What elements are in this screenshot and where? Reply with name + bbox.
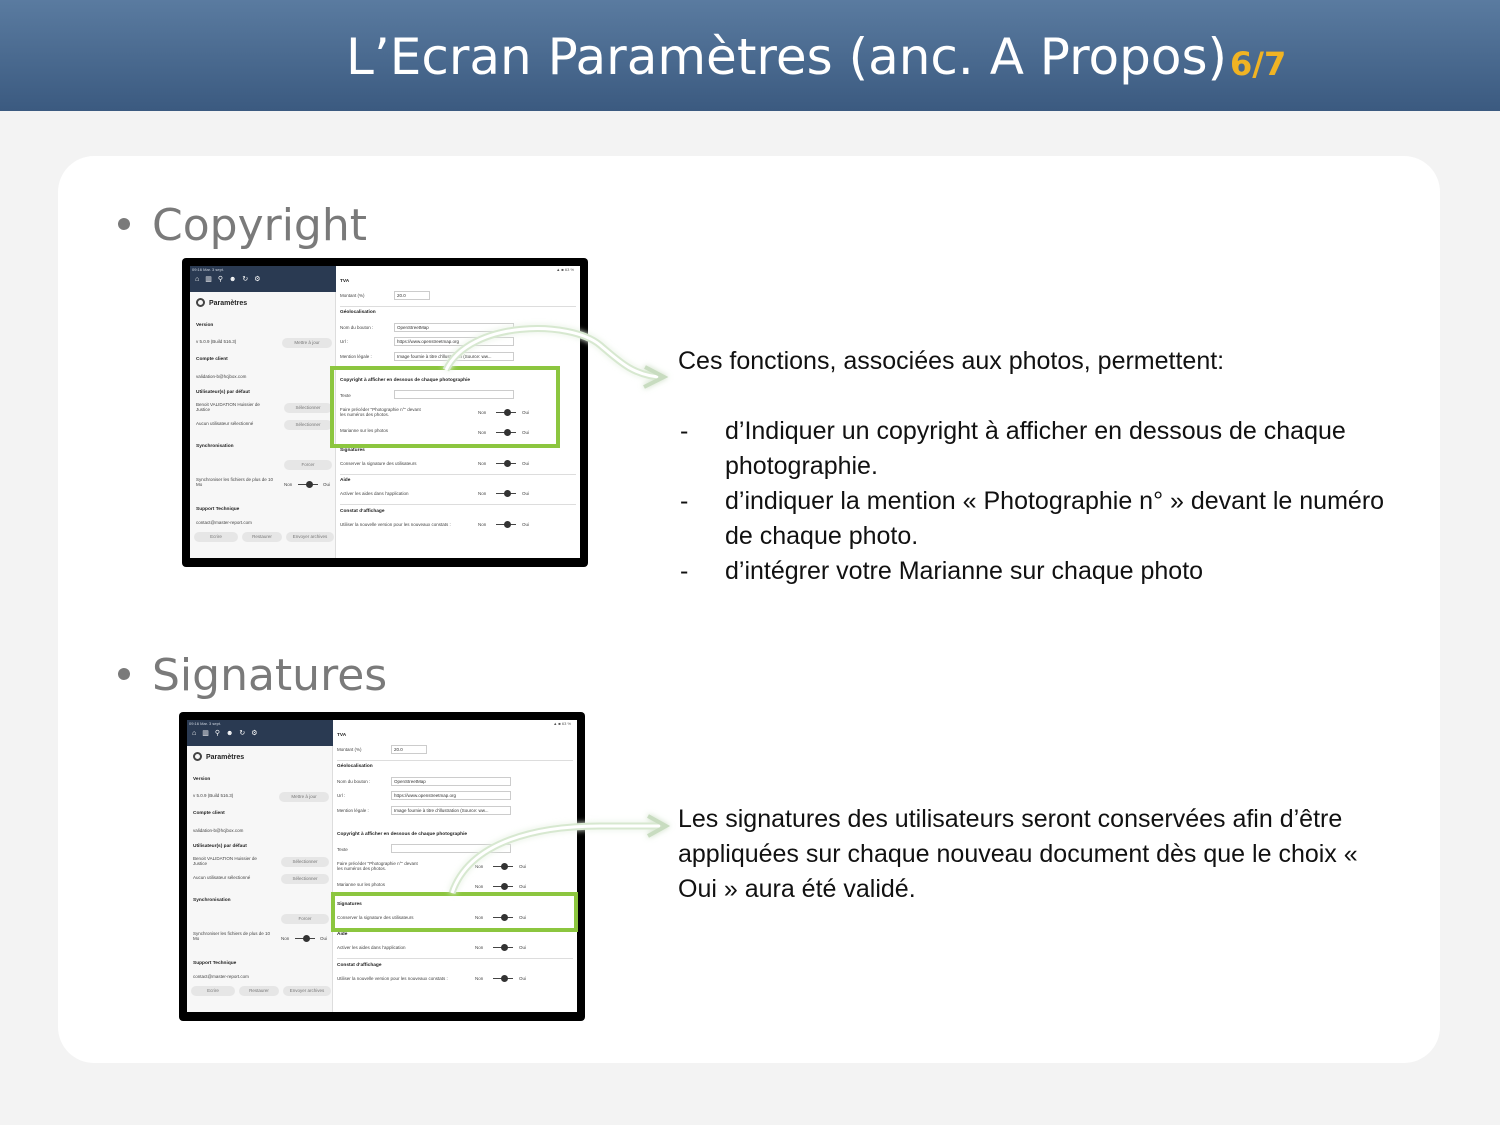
- page-number: 6/7: [1230, 45, 1287, 83]
- signatures-highlight-box: [331, 892, 578, 932]
- divider: [340, 474, 576, 475]
- display-toggle[interactable]: [493, 975, 513, 982]
- non-label: Non: [478, 522, 487, 527]
- version-label: Version: [193, 777, 211, 782]
- write-button[interactable]: Ecrire: [194, 532, 238, 542]
- support-label: Support Technique: [196, 507, 240, 512]
- default-user: Benoit VALIDATION Huissier de Justice: [196, 402, 260, 412]
- marianne-toggle[interactable]: [493, 883, 513, 890]
- restore-button[interactable]: Restaurer: [239, 986, 279, 996]
- version-value: v 5.0.9 (Build 516.3): [193, 793, 234, 798]
- tva-label: TVA: [337, 733, 347, 738]
- help-toggle-label: Activer les aides dans l’application: [340, 491, 409, 496]
- oui-label: Oui: [522, 430, 530, 435]
- help-toggle-label: Activer les aides dans l’application: [337, 945, 406, 950]
- app-screen: [187, 720, 577, 1012]
- url-label: Url :: [337, 793, 346, 798]
- non-label: Non: [284, 482, 293, 487]
- url-field[interactable]: https://www.openstreetmap.org: [391, 791, 511, 800]
- amount-label: Montant (%): [340, 293, 365, 298]
- status-bar: [336, 266, 580, 274]
- button-name-field[interactable]: OpenStreetMap: [391, 777, 511, 786]
- non-label: Non: [475, 976, 484, 981]
- divider: [337, 760, 573, 761]
- oui-label: Oui: [519, 864, 527, 869]
- no-user: Aucun utilisateur sélectionné: [196, 421, 254, 426]
- settings-icon[interactable]: ⚙: [251, 730, 264, 737]
- help-label: Aide: [340, 478, 351, 483]
- signatures-label: Signatures: [340, 448, 365, 453]
- display-label: Constat d’affichage: [340, 509, 385, 514]
- sync-files-toggle[interactable]: [298, 481, 318, 488]
- copyright-section-label: Copyright à afficher en dessous de chaque photographie: [340, 378, 471, 383]
- client-value: validation-b@hcjbox.com: [193, 828, 244, 833]
- slide-title: L’Ecran Paramètres (anc. A Propos): [346, 28, 1228, 86]
- button-name-label: Nom du bouton :: [337, 779, 371, 784]
- section-heading-signatures: Signatures: [118, 650, 387, 701]
- sync-label: Synchronisation: [196, 444, 234, 449]
- list-item: - d’Indiquer un copyright à afficher en dessous de chaque photographie.: [678, 414, 1418, 484]
- oui-label: Oui: [519, 976, 527, 981]
- signatures-description: Les signatures des utilisateurs seront conservées afin d’être appliquées sur chaque nouveau document dès que le choix « Oui » aura été validé.: [678, 805, 1358, 903]
- oui-label: Oui: [522, 522, 530, 527]
- sync-files-label: Synchroniser les fichiers de plus de 10 Mo: [196, 477, 274, 487]
- non-label: Non: [475, 915, 484, 920]
- amount-label: Montant (%): [337, 747, 362, 752]
- oui-label: Oui: [519, 945, 527, 950]
- sync-files-toggle[interactable]: [295, 935, 315, 942]
- search-icon[interactable]: ⚲: [214, 730, 226, 737]
- client-label: Compte client: [193, 811, 225, 816]
- force-button[interactable]: Forcer: [281, 914, 329, 924]
- support-value: contact@master-report.com: [196, 520, 252, 525]
- client-value: validation-b@hcjbox.com: [196, 374, 247, 379]
- default-users-label: Utilisateur(s) par défaut: [193, 844, 247, 849]
- prefix-label: Faire précéder "Photographie n°" devant les numéros des photos.: [337, 861, 418, 871]
- write-button[interactable]: Ecrire: [191, 986, 235, 996]
- text-label: Texte: [337, 847, 348, 852]
- non-label: Non: [475, 864, 484, 869]
- slide-header: [0, 0, 1500, 111]
- keep-signature-toggle[interactable]: [496, 460, 516, 467]
- help-toggle[interactable]: [496, 490, 516, 497]
- oui-label: Oui: [323, 482, 331, 487]
- no-user: Aucun utilisateur sélectionné: [193, 875, 251, 880]
- non-label: Non: [478, 410, 487, 415]
- send-archives-button[interactable]: Envoyer archives: [286, 532, 334, 542]
- support-value: contact@master-report.com: [193, 974, 249, 979]
- legal-field[interactable]: Image fournie à titre d’illustration (Source: ww...: [394, 352, 514, 361]
- gear-icon: [193, 752, 202, 761]
- force-button[interactable]: Forcer: [284, 460, 332, 470]
- text-label: Texte: [340, 393, 351, 398]
- settings-title: Paramètres: [193, 752, 244, 761]
- send-archives-button[interactable]: Envoyer archives: [283, 986, 331, 996]
- button-name-label: Nom du bouton :: [340, 325, 374, 330]
- display-toggle[interactable]: [496, 521, 516, 528]
- search-icon[interactable]: ⚲: [217, 276, 229, 283]
- users-icon[interactable]: ☻: [226, 730, 240, 737]
- geo-label: Géolocalisation: [337, 764, 373, 769]
- help-label: Aide: [337, 932, 348, 937]
- url-label: Url :: [340, 339, 349, 344]
- building-icon[interactable]: ▥: [205, 276, 218, 283]
- amount-field[interactable]: 20.0: [394, 291, 430, 300]
- default-users-label: Utilisateur(s) par défaut: [196, 390, 250, 395]
- prefix-toggle[interactable]: [493, 863, 513, 870]
- legal-field[interactable]: Image fournie à titre d’illustration (Source: ww...: [391, 806, 511, 815]
- oui-label: Oui: [519, 884, 527, 889]
- amount-field[interactable]: 20.0: [391, 745, 427, 754]
- legal-label: Mention légale :: [340, 354, 372, 359]
- copyright-list: [678, 414, 1418, 589]
- copyright-description: [678, 344, 1418, 589]
- battery-status: ▲ ■ 63 %: [556, 267, 574, 272]
- default-user: Benoit VALIDATION Huissier de Justice: [193, 856, 257, 866]
- status-time: 09:16 Mar. 3 sept.: [189, 721, 222, 726]
- update-button[interactable]: Mettre à jour: [279, 792, 329, 802]
- section-heading-copyright: Copyright: [118, 200, 367, 251]
- bullet-icon: [118, 668, 130, 680]
- prefix-label: Faire précéder "Photographie n°" devant les numéros des photos.: [340, 407, 421, 417]
- display-label: Constat d’affichage: [337, 963, 382, 968]
- version-label: Version: [196, 323, 214, 328]
- non-label: Non: [475, 945, 484, 950]
- battery-status: ▲ ■ 63 %: [553, 721, 571, 726]
- sync-files-label: Synchroniser les fichiers de plus de 10 Mo: [193, 931, 271, 941]
- select-button[interactable]: Sélectionner: [284, 420, 332, 430]
- sync-icon[interactable]: ↻: [239, 730, 252, 737]
- copyright-highlight-box: [330, 366, 560, 448]
- non-label: Non: [478, 430, 487, 435]
- oui-label: Oui: [522, 491, 530, 496]
- oui-label: Oui: [519, 915, 527, 920]
- status-time: 09:16 Mar. 3 sept.: [192, 267, 225, 272]
- app-navbar: [190, 266, 336, 292]
- copyright-intro: Ces fonctions, associées aux photos, permettent:: [678, 347, 1225, 375]
- settings-icon[interactable]: ⚙: [254, 276, 267, 283]
- select-button[interactable]: Sélectionner: [281, 857, 329, 867]
- keep-signature-label: Conserver la signature des utilisateurs: [340, 461, 417, 466]
- app-navbar: [187, 720, 333, 746]
- sync-label: Synchronisation: [193, 898, 231, 903]
- nav-icons: [192, 729, 264, 737]
- divider: [340, 504, 576, 505]
- marianne-label: Marianne sur les photos: [337, 882, 386, 887]
- tva-label: TVA: [340, 279, 350, 284]
- select-button[interactable]: Sélectionner: [281, 874, 329, 884]
- marianne-label: Marianne sur les photos: [340, 428, 389, 433]
- non-label: Non: [478, 461, 487, 466]
- divider: [340, 306, 576, 307]
- copyright-section-label: Copyright à afficher en dessous de chaque photographie: [337, 832, 468, 837]
- button-name-field[interactable]: OpenStreetMap: [394, 323, 514, 332]
- client-label: Compte client: [196, 357, 228, 362]
- users-icon[interactable]: ☻: [229, 276, 243, 283]
- support-label: Support Technique: [193, 961, 237, 966]
- restore-button[interactable]: Restaurer: [242, 532, 282, 542]
- home-icon[interactable]: ⌂: [192, 730, 203, 737]
- bullet-icon: [118, 218, 130, 230]
- legal-label: Mention légale :: [337, 808, 369, 813]
- oui-label: Oui: [522, 461, 530, 466]
- list-item: - d’intégrer votre Marianne sur chaque photo: [678, 554, 1418, 589]
- url-field[interactable]: https://www.openstreetmap.org: [394, 337, 514, 346]
- building-icon[interactable]: ▥: [202, 730, 215, 737]
- non-label: Non: [281, 936, 290, 941]
- status-bar: [333, 720, 577, 728]
- non-label: Non: [475, 884, 484, 889]
- divider: [337, 958, 573, 959]
- signatures-label: Signatures: [337, 902, 362, 907]
- home-icon[interactable]: ⌂: [195, 276, 206, 283]
- help-toggle[interactable]: [493, 944, 513, 951]
- display-toggle-label: Utiliser la nouvelle version pour les nouveaux constats :: [337, 976, 448, 981]
- sync-icon[interactable]: ↻: [242, 276, 255, 283]
- non-label: Non: [478, 491, 487, 496]
- update-button[interactable]: Mettre à jour: [282, 338, 332, 348]
- select-button[interactable]: Sélectionner: [284, 403, 332, 413]
- settings-screenshot-signatures: [179, 712, 585, 1021]
- display-toggle-label: Utiliser la nouvelle version pour les nouveaux constats :: [340, 522, 451, 527]
- oui-label: Oui: [320, 936, 328, 941]
- geo-label: Géolocalisation: [340, 310, 376, 315]
- settings-title: Paramètres: [196, 298, 247, 307]
- oui-label: Oui: [522, 410, 530, 415]
- nav-icons: [195, 275, 267, 283]
- copyright-text-field[interactable]: [391, 844, 511, 853]
- list-item: - d’indiquer la mention « Photographie n° » devant le numéro de chaque photo.: [678, 484, 1418, 554]
- version-value: v 5.0.9 (Build 516.3): [196, 339, 237, 344]
- keep-signature-label: Conserver la signature des utilisateurs: [337, 915, 414, 920]
- gear-icon: [196, 298, 205, 307]
